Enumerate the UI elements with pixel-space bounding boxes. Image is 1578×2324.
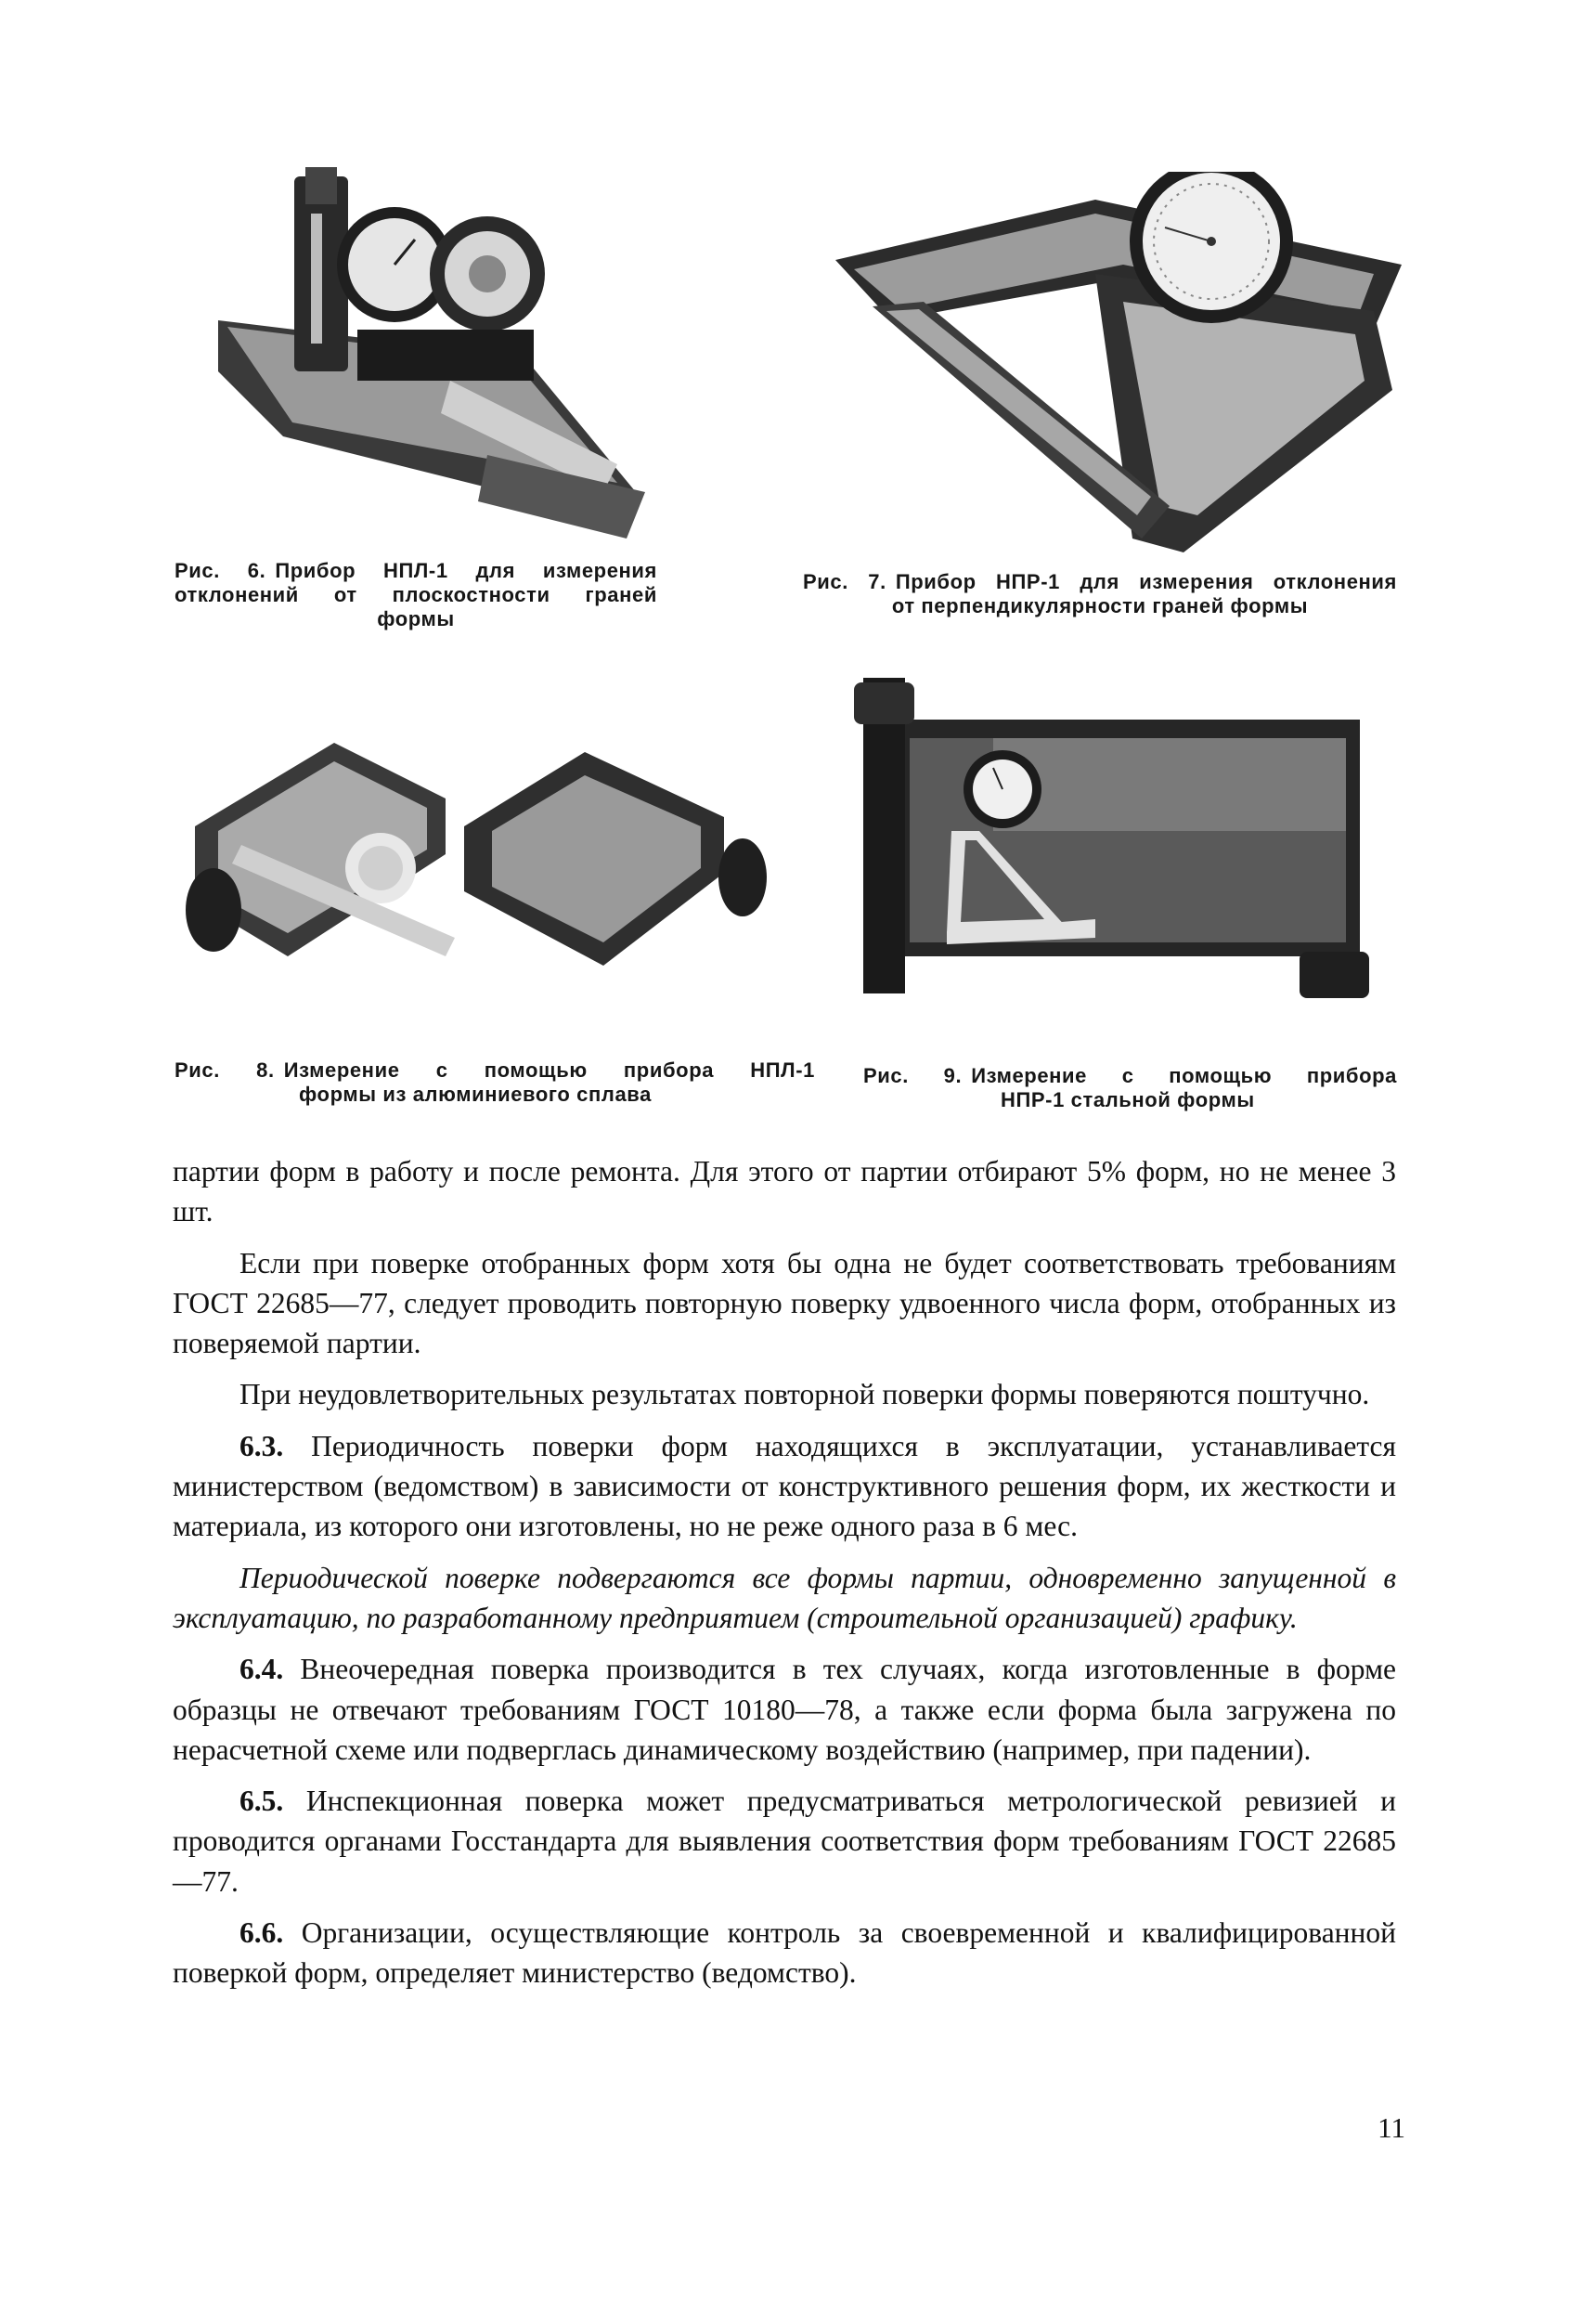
figure-8-caption-line-1: Рис. 8. Измерение с помощью прибора НПЛ-1 <box>175 1058 815 1082</box>
figure-7-caption-line-2: от перпендикулярности граней формы <box>891 594 1309 617</box>
figure-6-photo <box>209 158 673 548</box>
paragraph-piecewise-verification: При неудовлетворительных результатах повторной поверки формы поверяются поштучно. <box>239 1378 1370 1411</box>
figure-7-photo <box>817 172 1411 557</box>
figure-9-number: Рис. 9. <box>863 1064 963 1087</box>
paragraph-repeat-verification: Если при поверке отобранных форм хотя бы одна не будет соответствовать требованиям ГОСТ 22685—77, следует проводить повторную поверку удвоенного числа форм, отобранных из поверяемой партии. <box>173 1246 1396 1360</box>
figure-6-number: Рис. 6. <box>175 559 266 582</box>
section-6-4: 6.4. Внеочередная поверка производится в тех случаях, когда изготовленные в форме образцы не отвечают требованиям ГОСТ 10180—78, а также если форма была загружена по нерасчетной схеме или подверглась динамическому воздействию (например, при падении). <box>173 1653 1396 1766</box>
section-6-3: 6.3. Периодичность поверки форм находящихся в эксплуатации, устанавливается министерством (ведомством) в зависимости от конструктивного решения форм, их жесткости и материала, из которого они изготовлены, но не реже одного раза в 6 мес. <box>173 1429 1397 1543</box>
figure-9-caption <box>863 1064 1397 1112</box>
paragraph-periodic-verification: Периодической поверке подвергаются все формы партии, одновременно запущенной в эксплуатацию, по разработанному предприятием (строительной организацией) графику. <box>173 1561 1396 1634</box>
flatness-gauge-npl1-photo-icon <box>209 158 673 548</box>
section-6-5: 6.5. Инспекционная поверка может предусматриваться метрологической ревизией и проводится органами Госстандарта для выявления соответствия форм требованиям ГОСТ 22685—77. <box>173 1785 1397 1898</box>
measurement-aluminium-mold-photo-icon <box>176 715 770 993</box>
body-text <box>173 1151 1396 1993</box>
paragraph-continuation: партии форм в работу и после ремонта. Для этого от партии отбирают 5% форм, но не менее 3 шт. <box>173 1155 1396 1228</box>
section-number: 6.6. <box>239 1916 284 1950</box>
figure-7-number: Рис. 7. <box>803 570 886 593</box>
section-6-6: 6.6. Организации, осуществляющие контроль за своевременной и квалифицированной поверкой форм, определяет министерство (ведомство). <box>173 1916 1396 1990</box>
section-number: 6.4. <box>239 1653 284 1686</box>
figure-6-caption-line-3: формы <box>377 607 455 630</box>
figure-9-caption-line-2: НПР-1 стальной формы <box>1001 1088 1255 1111</box>
figure-7-caption <box>803 570 1397 618</box>
section-number: 6.5. <box>239 1785 284 1818</box>
section-number: 6.3. <box>239 1429 284 1462</box>
figure-6-caption <box>175 559 657 631</box>
page-number: 11 <box>1378 2111 1405 2144</box>
figure-9-caption-line-1: Рис. 9. Измерение с помощью прибора <box>863 1064 1397 1087</box>
squareness-gauge-npr1-photo-icon <box>817 172 1411 557</box>
figure-6-caption-line-2: отклонений от плоскостности граней <box>175 583 657 606</box>
figure-7-caption-line-1: Рис. 7. Прибор НПР-1 для измерения отклонения <box>803 570 1397 593</box>
measurement-steel-mold-photo-icon <box>854 673 1383 1003</box>
figure-8-caption <box>175 1058 815 1107</box>
figure-6-caption-line-1: Рис. 6. Прибор НПЛ-1 для измерения <box>175 559 657 582</box>
figure-8-photo <box>176 715 770 993</box>
figure-8-caption-line-2: формы из алюминиевого сплава <box>299 1083 652 1106</box>
figure-9-photo <box>854 673 1383 1003</box>
figure-8-number: Рис. 8. <box>175 1058 275 1082</box>
